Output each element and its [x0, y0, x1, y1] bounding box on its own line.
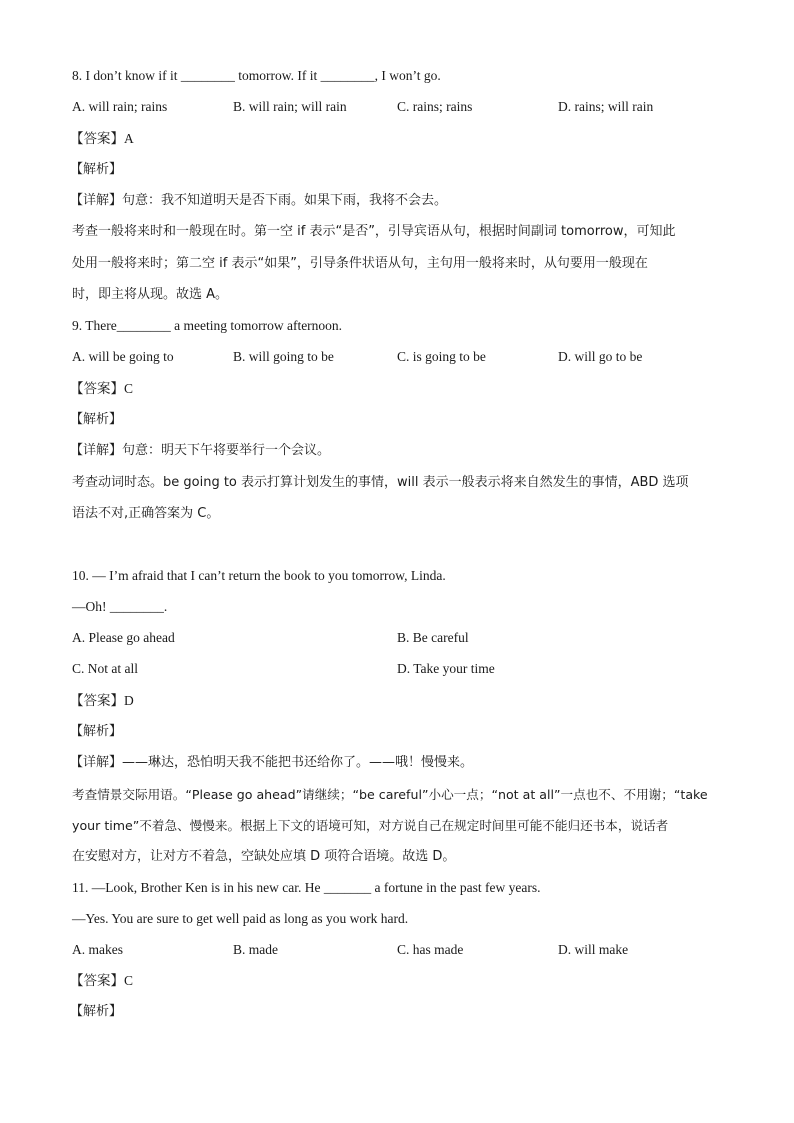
q8-explain-line-2: 处用一般将来时；第二空 if 表示“如果”，引导条件状语从句，主句用一般将来时，从句要用一般现在 [72, 256, 648, 271]
q8-option-c: C. rains; rains [397, 99, 473, 114]
q9-option-b: B. will going to be [233, 349, 334, 364]
q9-option-c: C. is going to be [397, 349, 486, 364]
q11-option-b: B. made [233, 942, 278, 957]
q9-answer: 【答案】C [70, 381, 134, 396]
q10-option-a: A. Please go ahead [72, 630, 175, 645]
q10-option-c: C. Not at all [72, 661, 138, 676]
q11-option-d: D. will make [558, 942, 629, 957]
q10-explain-line-1: 考查情景交际用语。“Please go ahead”请继续；“be careful”小心一点；“not at all”一点也不、不用谢；“take [72, 787, 708, 802]
q11-reply: —Yes. You are sure to get well paid as long as you work hard. [72, 911, 409, 926]
q9-option-d: D. will go to be [558, 349, 643, 364]
q10-reply: —Oh! ________. [72, 599, 168, 614]
q10-analysis-label: 【解析】 [70, 724, 123, 739]
question-8-stem: 8. I don’t know if it ________ tomorrow. If it ________, I won’t go. [72, 68, 441, 83]
q10-detail: 【详解】——琳达，恐怕明天我不能把书还给你了。——哦！慢慢来。 [70, 755, 474, 770]
q8-option-a: A. will rain; rains [72, 99, 168, 114]
q8-explain-line-3: 时，即主将从现。故选 A。 [72, 287, 229, 302]
q9-analysis-label: 【解析】 [70, 412, 123, 427]
q10-explain-line-2: your time”不着急、慢慢来。根据上下文的语境可知，对方说自己在规定时间里可能不能归还书本，说话者 [72, 818, 669, 833]
q10-answer: 【答案】D [70, 693, 134, 708]
q9-detail: 【详解】句意：明天下午将要举行一个会议。 [70, 443, 331, 458]
q10-option-b: B. Be careful [397, 630, 469, 645]
q8-detail: 【详解】句意：我不知道明天是否下雨。如果下雨，我将不会去。 [70, 193, 448, 208]
q8-option-b: B. will rain; will rain [233, 99, 347, 114]
q11-option-c: C. has made [397, 942, 464, 957]
q11-answer: 【答案】C [70, 973, 134, 988]
q11-option-a: A. makes [72, 942, 123, 957]
q9-option-a: A. will be going to [72, 349, 174, 364]
question-9-stem: 9. There________ a meeting tomorrow afternoon. [72, 318, 343, 333]
q8-answer: 【答案】A [70, 131, 134, 146]
q8-option-d: D. rains; will rain [558, 99, 654, 114]
q8-explain-line-1: 考查一般将来时和一般现在时。第一空 if 表示“是否”，引导宾语从句，根据时间副词 tomorrow，可知此 [72, 224, 676, 239]
question-10-stem: 10. — I’m afraid that I can’t return the book to you tomorrow, Linda. [72, 568, 446, 583]
q10-option-d: D. Take your time [397, 661, 495, 676]
q8-analysis-label: 【解析】 [70, 162, 123, 177]
q10-explain-line-3: 在安慰对方，让对方不着急，空缺处应填 D 项符合语境。故选 D。 [72, 849, 456, 864]
q9-explain-line-1: 考查动词时态。be going to 表示打算计划发生的事情，will 表示一般表示将来自然发生的事情，ABD 选项 [72, 475, 689, 490]
q11-analysis-label: 【解析】 [70, 1004, 123, 1019]
question-11-stem: 11. —Look, Brother Ken is in his new car. He _______ a fortune in the past few years. [72, 880, 541, 895]
q9-explain-line-2: 语法不对,正确答案为 C。 [72, 506, 220, 521]
